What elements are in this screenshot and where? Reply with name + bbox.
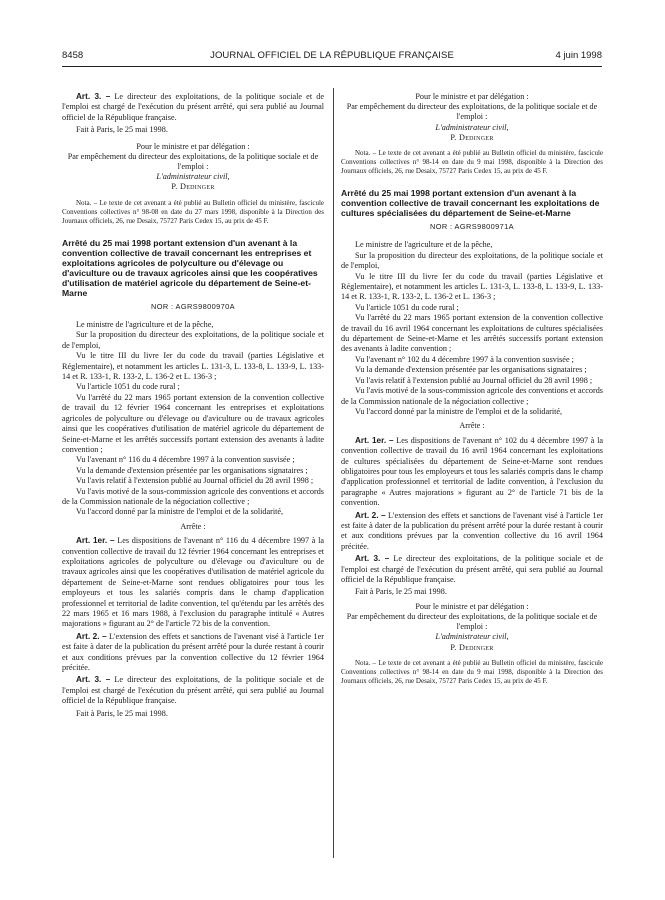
signature-title: L'administrateur civil,: [156, 172, 230, 182]
page-number: 8458: [62, 50, 84, 61]
signature-line: Par empêchement du directeur des exploitations, de la politique sociale et de l'emploi :: [346, 612, 598, 632]
article-1: [62, 536, 324, 630]
paragraph: Vu le titre III du livre Ier du code du travail (parties Législative et Réglementaire), et notamment les articles L. 131-3, L. 133-8, L. 133-9, L. 133-14 et R. 133-1, R. 133-2, L. 136-2 et L. 136-3 ;: [62, 351, 324, 382]
paragraph: Vu l'avis relatif à l'extension publié au Journal officiel du 28 avril 1998 ;: [76, 476, 314, 486]
signatory-name: P. Dedinger: [450, 132, 494, 142]
article-label: Art. 2. –: [76, 631, 107, 641]
paragraph: Sur la proposition du directeur des exploitations, de la politique sociale et de l'emploi,: [62, 330, 324, 350]
paragraph: Sur la proposition du directeur des exploitations, de la politique sociale et de l'emploi,: [341, 250, 603, 271]
paragraph: Vu l'accord donné par la ministre de l'emploi et de la solidarité,: [76, 507, 284, 517]
signing-place-date: Fait à Paris, le 25 mai 1998.: [355, 587, 447, 597]
article-3: [62, 92, 324, 123]
article-label: Art. 3. –: [76, 92, 111, 101]
arrete-heading: Arrête :: [180, 521, 206, 531]
article-2: [62, 632, 324, 674]
signing-place-date: Fait à Paris, le 25 mai 1998.: [76, 708, 168, 718]
decree-title: Arrêté du 25 mai 1998 portant extension d'un avenant à la convention collective de travail concernant les exploitations de cultures spécialisées du département de Seine-et-Marne: [341, 188, 600, 219]
article-text: Le directeur des exploitations, de la politique sociale et de l'emploi est chargé de l'exécution du présent arrêté, qui sera publié au Journal officiel de la République française.: [62, 675, 324, 706]
article-text: L'extension des effets et sanctions de l'avenant visé à l'article 1er est faite à dater de la publication du présent arrêté pour la durée restant à courir et aux conditions prévues par la convention collective du 16 avril 1964 précitée.: [341, 510, 603, 551]
signatory-name: P. Dedinger: [450, 642, 494, 652]
article-1: [341, 436, 603, 509]
signature-title: L'administrateur civil,: [435, 122, 509, 132]
paragraph: Le ministre de l'agriculture et de la pêche,: [355, 240, 493, 250]
arrete-heading: Arrête :: [459, 421, 485, 431]
signature-block: [62, 142, 324, 193]
signing-place-date: Fait à Paris, le 25 mai 1998.: [76, 125, 168, 135]
left-column: [62, 92, 324, 719]
signature-line: Pour le ministre et par délégation :: [415, 92, 529, 101]
paragraph: Vu l'accord donné par la ministre de l'emploi et de la solidarité,: [355, 406, 563, 416]
nota: Nota. – Le texte de cet avenant a été publié au Bulletin officiel du ministère, fascicule Conventions collectives n° 98-08 en date du 27 mars 1998, disponible à la Direction des Journaux officiels, 26, rue Desaix, 75727 Paris Cedex 15, au prix de 45 F.: [62, 198, 324, 225]
signature-title: L'administrateur civil,: [435, 632, 509, 642]
paragraph: Vu le titre III du livre Ier du code du travail (parties Législative et Réglementaire), et notamment les articles L. 131-3, L. 133-8, L. 133-9, L. 133-14 et R. 133-1, R. 133-2, L. 136-2 et L. 136-3 ;: [341, 271, 603, 302]
signature-line: Pour le ministre et par délégation :: [136, 141, 250, 151]
article-label: Art. 3. –: [76, 675, 111, 685]
nota: Nota. – Le texte de cet avenant a été publié au Bulletin officiel du ministère, fascicule Conventions collectives n° 98-14 en date du 9 mai 1998, disponible à la Direction des Journaux officiels, 26, rue Desaix, 75727 Paris Cedex 15, au prix de 45 F.: [341, 658, 603, 685]
nor-reference: NOR : AGRS9800970A: [150, 301, 236, 311]
article-text: L'extension des effets et sanctions de l'avenant visé à l'article 1er est faite à dater de la publication du présent arrêté pour la durée restant à courir et aux conditions prévues par la convention collective du 12 février 1964 précitée.: [62, 631, 324, 673]
paragraph: Vu l'article 1051 du code rural ;: [355, 302, 459, 312]
paragraph: Le ministre de l'agriculture et de la pêche,: [76, 320, 214, 330]
paragraph: Vu l'avis motivé de la sous-commission agricole des conventions et accords de la Commission nationale de la négociation collective ;: [341, 386, 603, 406]
nota: Nota. – Le texte de cet avenant a été publié au Bulletin officiel du ministère, fascicule Conventions collectives n° 98-14 en date du 9 mai 1998, disponible à la Direction des Journaux officiels, 26, rue Desaix, 75727 Paris Cedex 15, au prix de 45 F.: [341, 149, 603, 176]
paragraph: Vu l'avenant n° 116 du 4 décembre 1997 à la convention susvisée ;: [76, 455, 295, 465]
article-label: Art. 1er. –: [355, 435, 394, 445]
paragraph: Vu l'avis motivé de la sous-commission agricole des conventions et accords de la Commission nationale de la négociation collective ;: [62, 486, 324, 506]
paragraph: Vu la demande d'extension présentée par les organisations signataires ;: [355, 365, 587, 375]
signature-line: Pour le ministre et par délégation :: [415, 601, 529, 611]
article-label: Art. 1er. –: [76, 536, 115, 546]
column-divider: [333, 88, 334, 858]
signature-block: [341, 92, 603, 143]
paragraph: Vu l'article 1051 du code rural ;: [76, 382, 180, 392]
article-3: [341, 554, 603, 585]
right-column: [341, 92, 603, 686]
article-text: Les dispositions de l'avenant n° 116 du 4 décembre 1997 à la convention collective de travail du 12 février 1964 concernant les entreprises et exploitations agricoles de polyculture ou d'élevage ou d'aviculture ou de travaux agricoles ainsi que les coopératives d'utilisation de matériel agricole du département de Seine-et-Marne sont rendues obligatoires pour tous les employeurs et tous les salariés compris dans le champ d'application professionnel et territorial de ladite convention, tel qu'étendu par les arrêtés des 22 mars 1965 et 16 mars 1988, à l'exclusion du paragraphe intitulé « Autres majorations » figurant au 2° de l'article 72 bis de la convention.: [62, 536, 324, 629]
article-text: Le directeur des exploitations, de la politique sociale et de l'emploi est chargé de l'exécution du présent arrêté, qui sera publié au Journal officiel de la République française.: [62, 92, 324, 122]
signature-line: Par empêchement du directeur des exploitations, de la politique sociale et de l'emploi :: [346, 102, 598, 122]
signature-line: Par empêchement du directeur des exploitations, de la politique sociale et de l'emploi :: [67, 151, 319, 172]
paragraph: Vu l'arrêté du 22 mars 1965 portant extension de la convention collective de travail du 16 avril 1964 concernant les exploitations de cultures spécialisées du département de Seine-et-Marne et les arrêtés successifs portant extension des avenants à ladite convention ;: [341, 313, 603, 354]
header-rule: [62, 66, 602, 67]
paragraph: Vu l'arrêté du 22 mars 1965 portant extension de la convention collective de travail du 12 février 1964 concernant les entreprises et exploitations agricoles de polyculture ou d'élevage ou d'aviculture ou de travaux agricoles ainsi que les coopératives d'utilisation de matériel agricole du département de Seine-et-Marne et les arrêtés successifs portant extension des avenants à ladite convention ;: [62, 392, 324, 454]
nor-reference: NOR : AGRS9800971A: [429, 222, 515, 232]
article-label: Art. 3. –: [355, 554, 390, 564]
article-label: Art. 2. –: [355, 510, 386, 520]
paragraph: Vu la demande d'extension présentée par les organisations signataires ;: [76, 465, 308, 475]
paragraph: Vu l'avenant n° 102 du 4 décembre 1997 à la convention susvisée ;: [355, 354, 574, 364]
signatory-name: P. Dedinger: [171, 182, 215, 192]
issue-date: 4 juin 1998: [555, 50, 602, 61]
paragraph: Vu l'avis relatif à l'extension publié au Journal officiel du 28 avril 1998 ;: [355, 375, 593, 385]
decree-title: Arrêté du 25 mai 1998 portant extension d'un avenant à la convention collective de travail concernant les entreprises et exploitations agricoles de polyculture ou d'élevage ou d'aviculture ou de travaux agricoles ainsi que les coopératives d'utilisation de matériel agricole du département de Seine-et-Marne: [62, 237, 318, 298]
article-2: [341, 511, 603, 553]
article-text: Le directeur des exploitations, de la politique sociale et de l'emploi est chargé de l'exécution du présent arrêté, qui sera publié au Journal officiel de la République française.: [341, 554, 603, 585]
journal-title: JOURNAL OFFICIEL DE LA RÉPUBLIQUE FRANÇAISE: [210, 50, 454, 61]
page-header: [62, 50, 602, 64]
article-text: Les dispositions de l'avenant n° 102 du 4 décembre 1997 à la convention collective de travail du 16 avril 1964 concernant les exploitations de cultures spécialisées du département de Seine-et-Marne sont rendues obligatoires pour tous les employeurs et tous les salariés compris dans le champ d'application professionnel et territorial de ladite convention, à l'exclusion du paragraphe « Autres majorations » figurant au 2° de l'article 71 bis de la convention.: [341, 435, 603, 508]
article-3: [62, 675, 324, 706]
signature-block: [341, 602, 603, 653]
